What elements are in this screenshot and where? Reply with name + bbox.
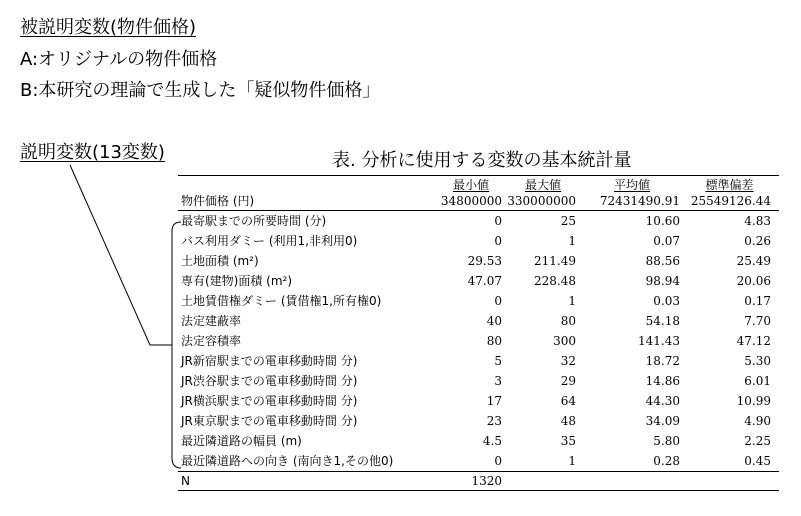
cell-sd: 2.25 — [744, 434, 771, 448]
cell-max: 300 — [553, 334, 576, 348]
table-row — [178, 351, 779, 371]
table-row — [178, 192, 779, 211]
cell-mean: 14.86 — [645, 374, 680, 388]
table-row — [178, 371, 779, 391]
n-value: 1320 — [440, 472, 502, 491]
cell-mean: 141.43 — [638, 334, 680, 348]
row-label: JR新宿駅までの電車移動時間 分) — [181, 354, 358, 368]
cell-mean: 18.72 — [645, 354, 680, 368]
cell-min: 23 — [486, 414, 502, 428]
cell-sd: 0.17 — [744, 294, 771, 308]
row-label: 最近隣道路への向き (南向き1,その他0) — [181, 454, 394, 468]
cell-max: 330000000 — [502, 192, 584, 211]
cell-min: 0 — [494, 214, 502, 228]
table-title: 表. 分析に使用する変数の基本統計量 — [332, 150, 632, 171]
row-label: 物件価格 (円) — [178, 192, 440, 211]
row-label: バス利用ダミー (利用1,非利用0) — [181, 234, 358, 248]
header-sd: 標準偏差 — [705, 177, 754, 192]
cell-mean: 44.30 — [645, 394, 680, 408]
cell-sd: 7.70 — [744, 314, 771, 328]
row-label: 最寄駅までの所要時間 (分) — [181, 214, 327, 228]
cell-mean: 98.94 — [645, 274, 680, 288]
table-row — [178, 451, 779, 472]
cell-mean: 34.09 — [645, 414, 680, 428]
table-row — [178, 251, 779, 271]
table-row — [178, 431, 779, 451]
table-row — [178, 231, 779, 251]
cell-min: 34800000 — [440, 192, 502, 211]
table-row — [178, 271, 779, 291]
cell-min: 40 — [486, 314, 502, 328]
cell-min: 3 — [494, 374, 502, 388]
row-label: JR渋谷駅までの電車移動時間 分) — [181, 374, 358, 388]
cell-sd: 4.90 — [744, 414, 771, 428]
cell-max: 32 — [560, 354, 576, 368]
cell-sd: 0.26 — [744, 234, 771, 248]
header-min: 最小値 — [452, 177, 489, 192]
cell-max: 1 — [568, 234, 576, 248]
cell-mean: 5.80 — [653, 434, 680, 448]
table-row — [178, 291, 779, 311]
cell-sd: 25549126.44 — [680, 192, 779, 211]
cell-mean: 10.60 — [645, 214, 680, 228]
cell-max: 1 — [568, 294, 576, 308]
cell-max: 80 — [560, 314, 576, 328]
table-row — [178, 391, 779, 411]
dependent-variable-heading: 被説明変数(物件価格) — [20, 17, 197, 38]
empty-cell — [502, 472, 584, 491]
cell-sd: 4.83 — [744, 214, 771, 228]
empty-cell — [680, 472, 779, 491]
cell-min: 5 — [494, 354, 502, 368]
cell-sd: 5.30 — [744, 354, 771, 368]
cell-min: 4.5 — [482, 434, 502, 448]
cell-min: 29.53 — [467, 254, 502, 268]
option-a-text: A:オリジナルの物件価格 — [20, 49, 218, 70]
cell-min: 0 — [494, 294, 502, 308]
cell-max: 1 — [568, 454, 576, 468]
cell-sd: 6.01 — [744, 374, 771, 388]
header-max: 最大値 — [524, 177, 561, 192]
table-row — [178, 211, 779, 232]
cell-min: 0 — [494, 454, 502, 468]
empty-cell — [584, 472, 680, 491]
row-label: 法定建蔽率 — [181, 314, 242, 328]
cell-max: 35 — [560, 434, 576, 448]
row-label: JR東京駅までの電車移動時間 分) — [181, 414, 358, 428]
cell-mean: 0.28 — [653, 454, 680, 468]
cell-sd: 0.45 — [744, 454, 771, 468]
cell-min: 47.07 — [467, 274, 502, 288]
row-label: JR横浜駅までの電車移動時間 分) — [181, 394, 358, 408]
cell-min: 0 — [494, 234, 502, 248]
row-label: 土地賃借権ダミー (賃借権1,所有権0) — [181, 294, 382, 308]
cell-sd: 25.49 — [736, 254, 771, 268]
cell-max: 29 — [560, 374, 576, 388]
row-label: 法定容積率 — [181, 334, 242, 348]
cell-mean: 54.18 — [645, 314, 680, 328]
statistics-table — [178, 175, 779, 491]
cell-max: 211.49 — [534, 254, 576, 268]
table-header-row — [178, 176, 779, 193]
row-label: 専有(建物)面積 (m²) — [181, 274, 293, 288]
sample-size-row — [178, 472, 779, 491]
n-label: N — [178, 472, 440, 491]
cell-sd: 20.06 — [736, 274, 771, 288]
cell-max: 25 — [560, 214, 576, 228]
cell-sd: 10.99 — [736, 394, 771, 408]
explanatory-variables-heading: 説明変数(13変数) — [20, 142, 165, 163]
cell-max: 64 — [560, 394, 576, 408]
cell-min: 17 — [486, 394, 502, 408]
row-label: 土地面積 (m²) — [181, 254, 259, 268]
connector-line — [70, 165, 172, 345]
header-mean: 平均値 — [613, 177, 650, 192]
table-row — [178, 331, 779, 351]
cell-max: 48 — [560, 414, 576, 428]
cell-max: 228.48 — [534, 274, 576, 288]
cell-mean: 72431490.91 — [584, 192, 680, 211]
cell-sd: 47.12 — [736, 334, 771, 348]
row-label: 最近隣道路の幅員 (m) — [181, 434, 302, 448]
cell-mean: 0.07 — [653, 234, 680, 248]
option-b-text: B:本研究の理論で生成した「疑似物件価格」 — [20, 80, 381, 101]
cell-min: 80 — [486, 334, 502, 348]
table-row — [178, 311, 779, 331]
cell-mean: 0.03 — [653, 294, 680, 308]
header-variable — [178, 176, 440, 193]
cell-mean: 88.56 — [645, 254, 680, 268]
table-row — [178, 411, 779, 431]
